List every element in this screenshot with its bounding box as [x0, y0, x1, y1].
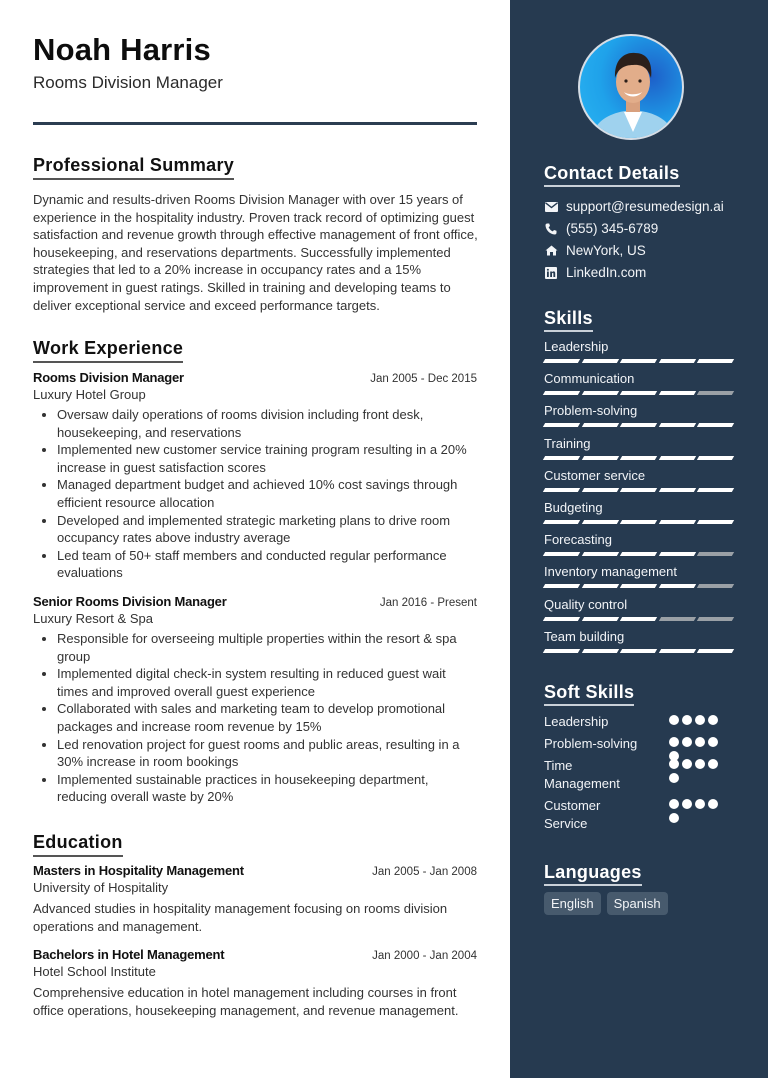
skill-name: Leadership	[544, 339, 609, 354]
rating-dot	[708, 799, 718, 809]
skill-item	[544, 468, 734, 492]
language-chip: English	[544, 892, 601, 915]
rating-dot	[708, 759, 718, 769]
skill-name: Budgeting	[544, 500, 603, 515]
skill-level-segment	[581, 488, 618, 492]
job-title: Senior Rooms Division Manager	[33, 594, 227, 609]
contact-linkedin-text: LinkedIn.com	[566, 265, 647, 280]
skill-level-segment	[658, 423, 695, 427]
skill-level-bar	[544, 391, 734, 395]
contact-phone-text: (555) 345-6789	[566, 221, 659, 236]
header-divider	[33, 122, 477, 125]
skill-level-segment	[697, 488, 734, 492]
skill-level-segment	[697, 423, 734, 427]
job-bullet: • Collaborated with sales and marketing team to develop promotional packages and increase room revenue by 15%	[57, 700, 477, 735]
skill-level-segment	[620, 552, 657, 556]
degree-title: Bachelors in Hotel Management	[33, 947, 225, 962]
contact-email[interactable]	[544, 199, 724, 214]
soft-skill-rating	[669, 715, 725, 725]
skill-level-segment	[658, 456, 695, 460]
contact-heading: Contact Details	[544, 163, 680, 187]
skill-level-segment	[581, 552, 618, 556]
job-bullet: • Developed and implemented strategic marketing plans to drive room occupancy rates above industry average	[57, 512, 477, 547]
job-bullet: • Led renovation project for guest rooms and public areas, resulting in a 30% increase in room bookings	[57, 736, 477, 771]
soft-skill-rating	[669, 759, 725, 783]
skill-item	[544, 629, 734, 653]
job-bullet: • Led team of 50+ staff members and conducted regular performance evaluations	[57, 547, 477, 582]
soft-skill-item	[544, 757, 734, 793]
job-title: Rooms Division Manager	[33, 370, 184, 385]
soft-skill-name: Time Management	[544, 758, 620, 791]
rating-dot	[682, 759, 692, 769]
skill-level-segment	[543, 584, 580, 588]
job-bullets	[33, 630, 477, 806]
skill-name: Customer service	[544, 467, 646, 483]
job-bullet: • Implemented sustainable practices in housekeeping department, reducing overall waste by 20%	[57, 771, 477, 806]
job-bullet: • Responsible for overseeing multiple properties within the resort & spa group	[57, 630, 477, 665]
skill-level-segment	[543, 391, 580, 395]
degree-title: Masters in Hospitality Management	[33, 863, 244, 878]
soft-skill-name: Customer Service	[544, 798, 601, 831]
skill-level-segment	[543, 456, 580, 460]
skill-level-segment	[697, 456, 734, 460]
job-dates: Jan 2005 - Dec 2015	[370, 373, 477, 385]
skill-level-segment	[697, 584, 734, 588]
skill-name: Forecasting	[544, 532, 612, 548]
skill-level-segment	[543, 617, 580, 621]
soft-skill-item	[544, 713, 734, 731]
skill-level-segment	[543, 423, 580, 427]
rating-dot	[682, 715, 692, 725]
rating-dot	[708, 737, 718, 747]
rating-dot	[708, 715, 718, 725]
skill-level-segment	[620, 391, 657, 395]
skill-level-bar	[544, 456, 734, 460]
skill-level-segment	[658, 584, 695, 588]
skill-level-segment	[620, 617, 657, 621]
skill-level-bar	[544, 488, 734, 492]
job-company: Luxury Hotel Group	[33, 387, 146, 402]
skill-level-segment	[620, 520, 657, 524]
job-company: Luxury Resort & Spa	[33, 611, 153, 626]
skill-level-segment	[543, 520, 580, 524]
skill-item	[544, 500, 734, 524]
job-entry	[33, 594, 477, 806]
soft-skills-heading: Soft Skills	[544, 682, 634, 706]
skill-level-segment	[658, 520, 695, 524]
skill-level-segment	[581, 649, 618, 653]
skill-level-segment	[543, 649, 580, 653]
job-bullet: • Oversaw daily operations of rooms division including front desk, housekeeping, and reservations	[57, 406, 477, 441]
skill-level-segment	[658, 488, 695, 492]
soft-skill-name: Leadership	[544, 714, 609, 729]
rating-dot	[669, 715, 679, 725]
skill-level-segment	[543, 552, 580, 556]
skill-name: Training	[544, 435, 591, 451]
job-entry	[33, 370, 477, 582]
skill-name: Inventory management	[544, 564, 677, 580]
rating-dot	[682, 799, 692, 809]
skill-level-bar	[544, 359, 734, 363]
person-photo-icon	[580, 36, 684, 140]
education-description: Comprehensive education in hotel management including courses in front office operations, housekeeping management, and revenue management.	[33, 985, 459, 1018]
job-bullet: • Managed department budget and achieved 10% cost savings through efficient resource allocation	[57, 476, 477, 511]
skill-level-bar	[544, 649, 734, 653]
skill-level-bar	[544, 552, 734, 556]
skill-item	[544, 371, 734, 395]
skill-item	[544, 597, 734, 621]
skill-level-segment	[581, 423, 618, 427]
education-dates: Jan 2005 - Jan 2008	[372, 866, 477, 878]
skill-name: Problem-solving	[544, 403, 638, 419]
profile-photo	[578, 34, 684, 140]
skill-level-bar	[544, 617, 734, 621]
skill-item	[544, 532, 734, 556]
rating-dot	[695, 737, 705, 747]
rating-dot	[669, 813, 679, 823]
rating-dot	[669, 759, 679, 769]
rating-dot	[695, 759, 705, 769]
skill-level-segment	[543, 488, 580, 492]
education-dates: Jan 2000 - Jan 2004	[372, 950, 477, 962]
skill-level-segment	[697, 391, 734, 395]
rating-dot	[669, 799, 679, 809]
school-name: Hotel School Institute	[33, 964, 156, 979]
home-icon	[544, 244, 558, 258]
phone-icon	[544, 222, 558, 236]
skill-level-segment	[581, 617, 618, 621]
job-dates: Jan 2016 - Present	[379, 597, 477, 609]
languages-list	[544, 892, 668, 915]
candidate-name: Noah Harris	[33, 32, 211, 67]
rating-dot	[695, 799, 705, 809]
skill-level-segment	[658, 359, 695, 363]
skill-level-segment	[658, 391, 695, 395]
skill-item	[544, 403, 734, 427]
skill-level-segment	[581, 520, 618, 524]
education-entry	[33, 863, 477, 935]
experience-heading: Work Experience	[33, 338, 183, 363]
summary-text: Dynamic and results-driven Rooms Division Manager with over 15 years of experience in the hospitality industry. Proven track record of optimizing guest satisfaction and revenue growth through effective management of front office, housekeeping, and reservations departments. Successfully implemented strategies that led to a 20% increase in occupancy rates and a 15% improvement in guest ratings. Skilled in training and developing teams to deliver exceptional service and exceed performance targets.	[33, 192, 478, 313]
contact-location-text: NewYork, US	[566, 243, 646, 258]
skill-item	[544, 436, 734, 460]
skill-item	[544, 339, 734, 363]
soft-skill-name: Problem-solving	[544, 736, 638, 751]
contact-phone[interactable]	[544, 221, 658, 236]
contact-linkedin[interactable]	[544, 265, 646, 280]
education-description: Advanced studies in hospitality management focusing on rooms division operations and management.	[33, 901, 448, 934]
skill-level-bar	[544, 520, 734, 524]
skill-level-bar	[544, 423, 734, 427]
rating-dot	[669, 773, 679, 783]
skill-item	[544, 564, 734, 588]
skill-level-segment	[581, 391, 618, 395]
skill-level-segment	[620, 423, 657, 427]
education-heading: Education	[33, 832, 123, 857]
rating-dot	[682, 737, 692, 747]
envelope-icon	[544, 200, 558, 214]
skill-level-segment	[620, 584, 657, 588]
contact-email-text: support@resumedesign.ai	[566, 199, 724, 214]
rating-dot	[669, 737, 679, 747]
skill-level-segment	[697, 649, 734, 653]
soft-skill-item	[544, 797, 734, 833]
skills-heading: Skills	[544, 308, 593, 332]
skill-name: Team building	[544, 628, 625, 644]
skill-level-segment	[581, 584, 618, 588]
skill-level-segment	[697, 552, 734, 556]
school-name: University of Hospitality	[33, 880, 169, 895]
job-bullet: • Implemented new customer service training program resulting in a 20% increase in guest satisfaction scores	[57, 441, 477, 476]
soft-skill-item	[544, 735, 734, 753]
candidate-title: Rooms Division Manager	[33, 73, 223, 92]
skill-level-segment	[620, 359, 657, 363]
linkedin-icon	[544, 266, 558, 280]
language-chip: Spanish	[607, 892, 668, 915]
skill-level-segment	[697, 617, 734, 621]
job-bullets	[33, 406, 477, 582]
skill-level-segment	[620, 488, 657, 492]
job-bullet: • Implemented digital check-in system resulting in reduced guest wait times and improved overall guest experience	[57, 665, 477, 700]
soft-skill-rating	[669, 799, 725, 823]
summary-heading: Professional Summary	[33, 155, 234, 180]
skill-level-segment	[543, 359, 580, 363]
skill-level-segment	[697, 520, 734, 524]
skill-level-segment	[658, 552, 695, 556]
skill-name: Communication	[544, 371, 635, 387]
skill-level-segment	[620, 649, 657, 653]
skill-name: Quality control	[544, 596, 628, 612]
languages-heading: Languages	[544, 862, 642, 886]
skill-level-bar	[544, 584, 734, 588]
rating-dot	[695, 715, 705, 725]
skill-level-segment	[658, 617, 695, 621]
skill-level-segment	[697, 359, 734, 363]
skill-level-segment	[581, 456, 618, 460]
education-entry	[33, 947, 477, 1019]
skill-level-segment	[658, 649, 695, 653]
contact-location	[544, 243, 646, 258]
skill-level-segment	[620, 456, 657, 460]
skill-level-segment	[581, 359, 618, 363]
